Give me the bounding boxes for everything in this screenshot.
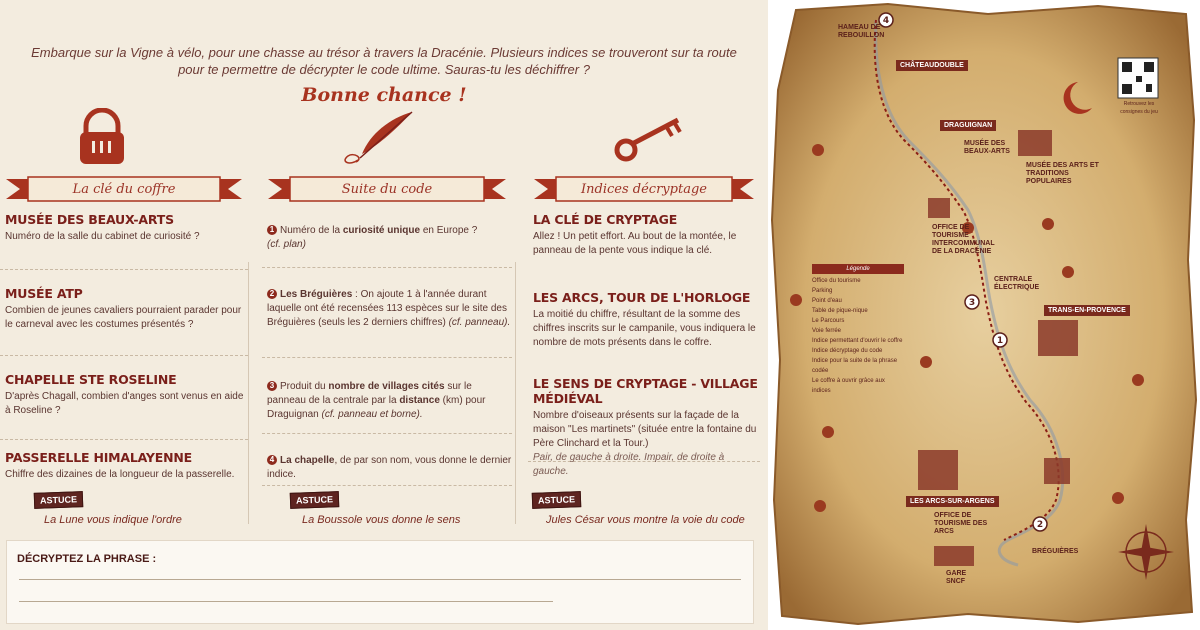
map-label-chateaudouble: CHÂTEAUDOUBLE — [896, 60, 968, 71]
entry-bold: La chapelle — [280, 455, 335, 466]
entry-text: Chiffre des dizaines de la longueur de la passerelle. — [5, 469, 235, 480]
entry-heading: LE SENS DE CRYPTAGE - VILLAGE MÉDIÉVAL — [533, 376, 758, 406]
list-item — [0, 440, 248, 484]
intro-line-1: Embarque sur la Vigne à vélo, pour une chasse au trésor à travers la Dracénie. Plusieurs indices se trouveront sur ta route — [31, 45, 737, 60]
entry-text-part: en Europe ? — [420, 225, 478, 236]
astuce-hint — [34, 490, 248, 526]
entry-italic: (cf. panneau et borne). — [321, 409, 423, 420]
entry-text-part: (km) pour Draguignan — [267, 395, 486, 420]
list-item — [262, 358, 512, 434]
map-label-draguignan: DRAGUIGNAN — [940, 120, 996, 131]
map-label-trans-en-provence: TRANS-EN-PROVENCE — [1044, 305, 1130, 316]
column-title: Suite du code — [341, 181, 433, 197]
entry-text — [267, 288, 512, 330]
entry-heading: LES ARCS, TOUR DE L'HORLOGE — [533, 290, 751, 305]
entries-list — [0, 212, 248, 484]
legend-item: Point d'eau — [812, 298, 842, 304]
list-item — [0, 270, 248, 356]
entry-italic: Pair, de gauche à droite. Impair, de droite à gauche. — [533, 452, 725, 477]
ribbon-suite-du-code — [268, 176, 506, 202]
astuce-tag: ASTUCE — [290, 491, 340, 509]
legend-item: Office du tourisme — [812, 278, 861, 284]
entry-text-part: , de par son nom, vous donne le dernier indice. — [267, 455, 512, 480]
entry-bold: curiosité unique — [342, 225, 421, 236]
quill-icon — [262, 108, 512, 168]
map-label-musee-atp: MUSÉE DES ARTS ET TRADITIONS POPULAIRES — [1026, 162, 1099, 185]
entry-heading: MUSÉE DES BEAUX-ARTS — [5, 212, 174, 227]
map-label-les-arcs: LES ARCS-SUR-ARGENS — [906, 496, 999, 507]
key-icon — [528, 108, 760, 168]
column-title: La clé du coffre — [72, 181, 176, 197]
list-item — [528, 212, 760, 280]
step-number-badge: 1 — [267, 225, 277, 235]
step-number-badge: 4 — [267, 455, 277, 465]
list-item — [262, 212, 512, 268]
map-label-musee-beaux-arts: MUSÉE DES BEAUX-ARTS — [964, 140, 1010, 155]
map-label-gare: GARE SNCF — [946, 570, 967, 585]
entry-text — [267, 454, 512, 482]
entry-text-part: Numéro de la — [280, 225, 343, 236]
entry-heading: MUSÉE ATP — [5, 286, 83, 301]
legend-item: Le Parcours — [812, 318, 845, 324]
intro-text — [0, 44, 768, 78]
list-item — [262, 268, 512, 358]
astuce-text: Jules César vous montre la voie du code — [546, 514, 745, 526]
legend-item: Indice décryptage du code — [812, 348, 883, 354]
padlock-icon — [0, 108, 248, 168]
stop-4: 4 — [882, 16, 890, 26]
astuce-hint — [290, 490, 512, 526]
qr-caption: Retrouvez les consignes du jeu — [1120, 101, 1158, 115]
entry-text — [267, 224, 512, 252]
decrypt-answer-box[interactable] — [6, 540, 754, 624]
entry-text: D'après Chagall, combien d'anges sont venus en aide à Roseline ? — [5, 391, 244, 416]
entry-italic: (cf. panneau). — [448, 317, 511, 328]
astuce-text: La Lune vous indique l'ordre — [44, 514, 182, 526]
ribbon-cle-du-coffre — [6, 176, 242, 202]
entry-text: Numéro de la salle du cabinet de curiosité ? — [5, 231, 200, 242]
list-item — [262, 434, 512, 486]
column-divider — [248, 262, 249, 524]
map-label-office-tourisme: OFFICE DE TOURISME INTERCOMMUNAL DE LA DRACÉNIE — [932, 224, 995, 255]
column-suite-du-code — [262, 108, 512, 528]
entry-text-part: Produit du — [280, 381, 329, 392]
entry-heading: LA CLÉ DE CRYPTAGE — [533, 212, 678, 227]
legend-item: Voie ferrée — [812, 328, 842, 334]
astuce-text: La Boussole vous donne le sens — [302, 514, 461, 526]
legend-title: Légende — [812, 264, 904, 274]
list-item — [528, 280, 760, 372]
entry-text: Combien de jeunes cavaliers pourraient parader pour le carneval avec les costumes présentés ? — [5, 305, 242, 330]
stop-1: 1 — [996, 336, 1004, 346]
map-label-breguieres: BRÉGUIÈRES — [1032, 548, 1079, 555]
intro-line-2: pour te permettre de décrypter le code ultime. Sauras-tu les déchiffrer ? — [178, 62, 590, 77]
column-divider — [515, 262, 516, 524]
legend-item: Indice permettant d'ouvrir le coffre — [812, 338, 903, 344]
entries-list — [262, 212, 512, 486]
entry-bold: nombre de villages cités — [328, 381, 445, 392]
entry-text: Nombre d'oiseaux présents sur la façade de la maison "Les martinets" (située entre la fontaine du Père Clinchard et la Tour.) — [533, 410, 757, 449]
map-legend — [812, 264, 904, 396]
entry-bold: Les Bréguières — [280, 289, 353, 300]
treasure-map — [768, 0, 1200, 630]
column-cle-du-coffre — [0, 108, 248, 528]
decrypt-title: DÉCRYPTEZ LA PHRASE : — [17, 553, 157, 565]
entries-list — [528, 212, 760, 477]
answer-line — [19, 601, 553, 602]
column-title: Indices décryptage — [581, 181, 707, 197]
step-number-badge: 2 — [267, 289, 277, 299]
ribbon-indices-decryptage — [534, 176, 754, 202]
entry-text: La moitié du chiffre, résultant de la somme des chiffres inscrits sur le campanile, vous indiquera le nombre de mots présents dans le coffre. — [533, 309, 756, 348]
map-label-rebouillon: HAMEAU DE REBOUILLON — [838, 24, 885, 39]
entry-text-part: sur le panneau de la centrale par la — [267, 381, 472, 406]
map-label-centrale: CENTRALE ÉLECTRIQUE — [994, 276, 1040, 291]
astuce-tag: ASTUCE — [34, 491, 84, 509]
stop-3: 3 — [968, 298, 976, 308]
stop-2: 2 — [1036, 520, 1044, 530]
legend-item: Parking — [812, 288, 833, 294]
step-number-badge: 3 — [267, 381, 277, 391]
entry-bold: distance — [399, 395, 440, 406]
entry-heading: CHAPELLE STE ROSELINE — [5, 372, 177, 387]
astuce-hint — [532, 490, 760, 526]
list-item — [528, 372, 760, 477]
legend-item: Table de pique-nique — [812, 308, 868, 314]
bonne-chance-heading: Bonne chance ! — [301, 84, 467, 106]
map-label-office-arcs: OFFICE DE TOURISME DES ARCS — [934, 512, 988, 535]
list-item — [0, 212, 248, 270]
astuce-tag: ASTUCE — [532, 491, 582, 509]
entry-text: Allez ! Un petit effort. Au bout de la montée, le panneau de la pente vous indique la clé. — [533, 231, 737, 256]
entry-italic: (cf. plan) — [267, 239, 306, 250]
answer-line — [19, 579, 741, 580]
list-item — [0, 356, 248, 440]
entry-text — [267, 380, 512, 422]
entry-heading: PASSERELLE HIMALAYENNE — [5, 450, 192, 465]
legend-item: Le coffre à ouvrir grâce aux indices — [812, 378, 885, 394]
entry-text-part: : On ajoute 1 à l'année durant laquelle ont été recensées 113 espèces sur le site des Bréguières (seuls les 2 derniers chiffres) — [267, 289, 507, 328]
legend-item: Indice pour la suite de la phrase codée — [812, 358, 898, 374]
column-indices-decryptage — [528, 108, 760, 528]
